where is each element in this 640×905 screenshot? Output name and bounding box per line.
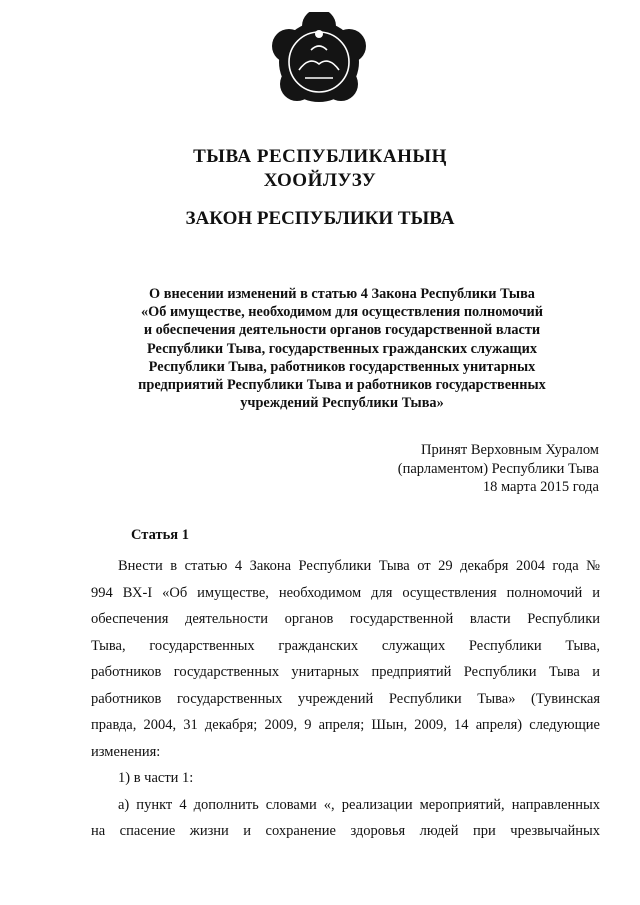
article-line: правда, 2004, 31 декабря; 2009, 9 апреля; Шын, 2009, 14 апреля) следующие (91, 717, 600, 733)
article-line: работников государственных учреждений Республики Тыва» (Тувинская (91, 690, 600, 707)
article-line: на спасение жизни и сохранение здоровья людей при чрезвычайных (91, 823, 600, 839)
article-line: Тыва, государственных гражданских служащих Республики Тыва, (91, 637, 600, 654)
subject-line: О внесении изменений в статью 4 Закона Республики Тыва (149, 286, 535, 302)
law-subject (112, 285, 572, 412)
article-line: 1) в части 1: (118, 770, 194, 786)
article-line: а) пункт 4 дополнить словами «, реализации мероприятий, направленных (118, 796, 600, 813)
law-title: ЗАКОН РЕСПУБЛИКИ ТЫВА (185, 208, 455, 229)
title-tyvan-line2: ХООЙЛУЗУ (263, 170, 377, 191)
article-body (91, 553, 600, 845)
article-line: 994 ВХ-I «Об имуществе, необходимом для осуществления полномочий и (91, 584, 600, 601)
subject-line: «Об имуществе, необходимом для осуществления полномочий (140, 304, 544, 321)
adoption-block (299, 441, 599, 497)
tuva-emblem-icon (269, 12, 369, 112)
adoption-line: (парламентом) Республики Тыва (397, 460, 599, 477)
subject-line: Республики Тыва, государственных гражданских служащих (147, 340, 537, 357)
subject-line: предприятий Республики Тыва и работников государственных (138, 377, 546, 394)
article-line: работников государственных унитарных предприятий Республики Тыва и (91, 664, 600, 680)
title-tyvan-line1: ТЫВА РЕСПУБЛИКАНЫҢ (193, 146, 447, 167)
subject-line: и обеспечения деятельности органов государственной власти (143, 322, 541, 339)
article-heading: Статья 1 (131, 527, 189, 543)
adoption-line: Принят Верховным Хуралом (421, 442, 599, 458)
subject-line: Республики Тыва, работников государственных унитарных (148, 358, 536, 375)
article-line: Внести в статью 4 Закона Республики Тыва от 29 декабря 2004 года № (118, 558, 600, 574)
article-line: изменения: (91, 743, 161, 760)
article-line: обеспечения деятельности органов государственной власти Республики (91, 611, 600, 627)
adoption-date: 18 марта 2015 года (482, 479, 599, 495)
subject-line: учреждений Республики Тыва» (240, 395, 444, 412)
